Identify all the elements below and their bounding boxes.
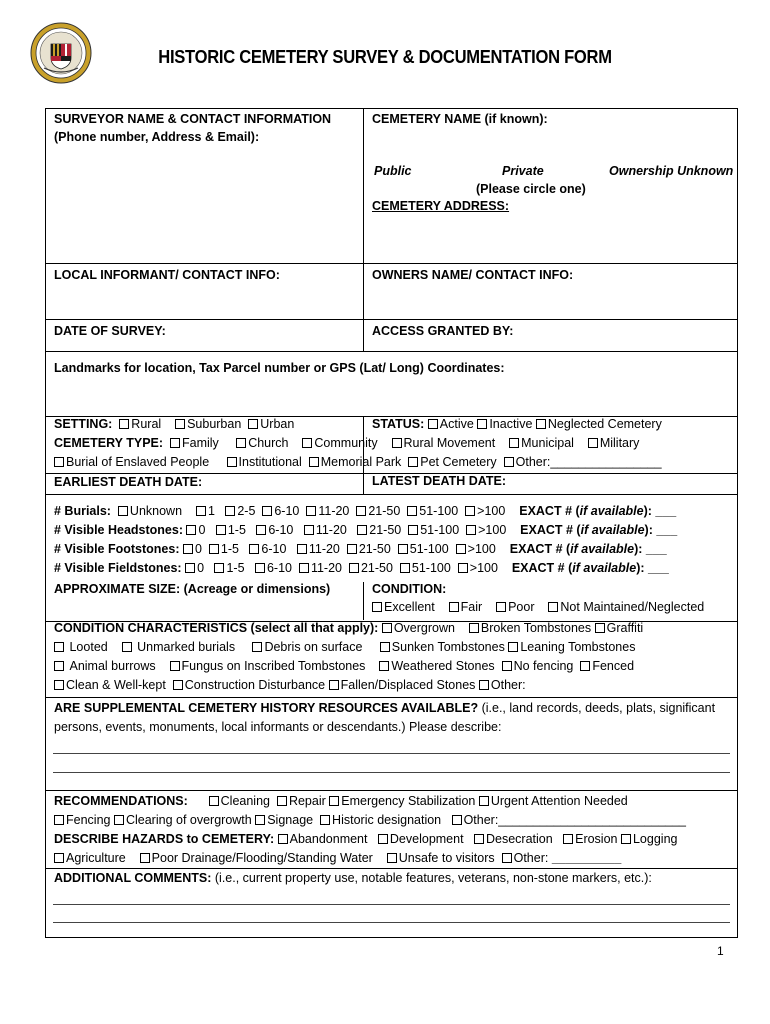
- recommendations-row2: [54, 811, 686, 830]
- exact-label: if available: [570, 542, 635, 556]
- suburban-checkbox[interactable]: [175, 419, 185, 429]
- count-option: 6-10: [274, 504, 300, 518]
- family-checkbox[interactable]: [170, 438, 180, 448]
- count-option: 1-5: [227, 523, 246, 537]
- historic-designation-checkbox[interactable]: [320, 815, 330, 825]
- setting-option: Rural: [131, 417, 162, 431]
- neglected-checkbox[interactable]: [536, 419, 546, 429]
- type-option: Memorial Park: [320, 455, 402, 469]
- burials-checkbox[interactable]: [407, 506, 417, 516]
- setting-option: Suburban: [187, 417, 242, 431]
- count-option: 6-10: [266, 561, 292, 575]
- fieldstones-checkbox[interactable]: [299, 563, 309, 573]
- type-option: Rural Movement: [403, 436, 496, 450]
- approximate-size-label: APPROXIMATE SIZE: (Acreage or dimensions): [54, 582, 331, 596]
- burials-checkbox[interactable]: [356, 506, 366, 516]
- recommendation-option: Historic designation: [332, 813, 442, 827]
- footstones-checkbox[interactable]: [456, 544, 466, 554]
- date-of-survey-label: DATE OF SURVEY:: [54, 324, 166, 338]
- characteristic-option: Overgrown: [393, 621, 455, 635]
- hazards-label: DESCRIBE HAZARDS to CEMETERY:: [54, 832, 275, 846]
- setting-row: [54, 415, 294, 434]
- logging-checkbox[interactable]: [621, 834, 631, 844]
- count-option: 21-50: [360, 561, 393, 575]
- fenced-checkbox[interactable]: [580, 661, 590, 671]
- headstones-checkbox[interactable]: [408, 525, 418, 535]
- fieldstones-checkbox[interactable]: [214, 563, 224, 573]
- memorial-park-checkbox[interactable]: [309, 457, 319, 467]
- burials-checkbox[interactable]: [118, 506, 128, 516]
- count-option: 21-50: [369, 523, 402, 537]
- exact-field[interactable]: ): ___: [644, 523, 678, 537]
- footstones-checkbox[interactable]: [398, 544, 408, 554]
- survey-form: [45, 108, 738, 938]
- hazard-option: Desecration: [485, 832, 553, 846]
- characteristic-option: Graffiti: [606, 621, 644, 635]
- excellent-checkbox[interactable]: [372, 602, 382, 612]
- supplemental-row1: [54, 699, 715, 718]
- cemetery-type-label: CEMETERY TYPE:: [54, 436, 164, 450]
- footstones-checkbox[interactable]: [209, 544, 219, 554]
- condition-row: [372, 598, 704, 617]
- comments-text: (i.e., current property use, notable features, veterans, non-stone markers, etc.):: [211, 871, 652, 885]
- ownership-public[interactable]: Public: [374, 164, 412, 178]
- count-option: 6-10: [261, 542, 287, 556]
- burials-checkbox[interactable]: [306, 506, 316, 516]
- recommendation-option: Urgent Attention Needed: [490, 794, 628, 808]
- broken-tombstones-checkbox[interactable]: [469, 623, 479, 633]
- exact-label: if available: [579, 504, 644, 518]
- cemetery-type-row2: [54, 453, 662, 472]
- desecration-checkbox[interactable]: [474, 834, 484, 844]
- count-option: 0: [197, 561, 205, 575]
- count-option: 51-100: [411, 561, 451, 575]
- count-option: 21-50: [368, 504, 401, 518]
- hazard-option: Logging: [632, 832, 678, 846]
- exact-label: EXACT # (: [509, 542, 571, 556]
- agriculture-checkbox[interactable]: [54, 853, 64, 863]
- headstones-checkbox[interactable]: [304, 525, 314, 535]
- ownership-note: (Please circle one): [476, 182, 586, 196]
- hazards-row1: [54, 830, 677, 849]
- count-option: >100: [478, 523, 507, 537]
- characteristic-option: No fencing: [513, 659, 574, 673]
- not-maintained-checkbox[interactable]: [548, 602, 558, 612]
- status-label: STATUS:: [372, 417, 425, 431]
- cemetery-type-row1: [54, 434, 639, 453]
- footstones-checkbox[interactable]: [249, 544, 259, 554]
- exact-field[interactable]: ): ___: [636, 561, 669, 575]
- characteristic-option: Animal burrows: [69, 659, 156, 673]
- status-option: Inactive: [489, 417, 533, 431]
- pet-cemetery-checkbox[interactable]: [408, 457, 418, 467]
- characteristic-option: Other:: [490, 678, 526, 692]
- surveyor-sublabel: (Phone number, Address & Email):: [54, 130, 260, 144]
- characteristic-option: Fenced: [592, 659, 635, 673]
- construction-checkbox[interactable]: [173, 680, 183, 690]
- recommendation-option: Repair: [288, 794, 326, 808]
- footstones-row: [54, 540, 667, 559]
- ownership-private[interactable]: Private: [502, 164, 544, 178]
- characteristic-option: Clean & Well-kept: [66, 678, 166, 692]
- type-other-checkbox[interactable]: [504, 457, 514, 467]
- exact-field[interactable]: ): ___: [634, 542, 667, 556]
- count-option: 51-100: [420, 523, 460, 537]
- recommendation-option: Signage: [267, 813, 314, 827]
- exact-label: EXACT # (: [511, 561, 573, 575]
- headstones-checkbox[interactable]: [216, 525, 226, 535]
- fieldstones-checkbox[interactable]: [349, 563, 359, 573]
- count-option: Unknown: [129, 504, 183, 518]
- active-checkbox[interactable]: [428, 419, 438, 429]
- institutional-checkbox[interactable]: [227, 457, 237, 467]
- church-checkbox[interactable]: [236, 438, 246, 448]
- count-option: >100: [467, 542, 496, 556]
- no-fencing-checkbox[interactable]: [502, 661, 512, 671]
- characteristic-option: Weathered Stones: [391, 659, 495, 673]
- condition-option: Excellent: [384, 600, 435, 614]
- fungus-checkbox[interactable]: [170, 661, 180, 671]
- weathered-checkbox[interactable]: [379, 661, 389, 671]
- count-option: 11-20: [315, 523, 347, 537]
- fieldstones-checkbox[interactable]: [255, 563, 265, 573]
- condition-option: Poor: [508, 600, 535, 614]
- looted-checkbox[interactable]: [54, 642, 64, 652]
- page-number: 1: [717, 944, 724, 958]
- exact-label: EXACT # (: [519, 504, 580, 518]
- count-option: >100: [477, 504, 506, 518]
- headstones-checkbox[interactable]: [256, 525, 266, 535]
- cemetery-address-label: CEMETERY ADDRESS:: [372, 199, 510, 213]
- fieldstones-row: [54, 559, 669, 578]
- recommendation-option: Emergency Stabilization: [341, 794, 476, 808]
- fieldstones-checkbox[interactable]: [400, 563, 410, 573]
- ownership-unknown[interactable]: Ownership Unknown: [609, 164, 734, 178]
- type-option: Institutional: [238, 455, 302, 469]
- recommendation-option: Fencing: [66, 813, 111, 827]
- leaning-checkbox[interactable]: [508, 642, 518, 652]
- count-option: 0: [194, 542, 202, 556]
- headstones-row: [54, 521, 677, 540]
- fieldstones-label: # Visible Fieldstones:: [54, 561, 182, 575]
- landmarks-label: Landmarks for location, Tax Parcel number or GPS (Lat/ Long) Coordinates:: [54, 361, 505, 375]
- hazards-other-checkbox[interactable]: [502, 853, 512, 863]
- cemetery-name-label: CEMETERY NAME (if known):: [372, 112, 548, 126]
- burials-checkbox[interactable]: [262, 506, 272, 516]
- community-checkbox[interactable]: [302, 438, 312, 448]
- characteristics-other-checkbox[interactable]: [479, 680, 489, 690]
- hazard-option: Erosion: [575, 832, 618, 846]
- fair-checkbox[interactable]: [449, 602, 459, 612]
- urgent-checkbox[interactable]: [479, 796, 489, 806]
- supplemental-label: ARE SUPPLEMENTAL CEMETERY HISTORY RESOURCES AVAILABLE?: [54, 701, 479, 715]
- type-option: Church: [248, 436, 289, 450]
- rural-checkbox[interactable]: [119, 419, 129, 429]
- count-option: 1: [207, 504, 215, 518]
- form-title: HISTORIC CEMETERY SURVEY & DOCUMENTATION FORM: [158, 47, 612, 67]
- characteristics-row3: [54, 657, 634, 676]
- unsafe-checkbox[interactable]: [387, 853, 397, 863]
- type-option: Family: [182, 436, 219, 450]
- characteristics-row2: [54, 638, 635, 657]
- informant-label: LOCAL INFORMANT/ CONTACT INFO:: [54, 268, 280, 282]
- fieldstones-checkbox[interactable]: [185, 563, 195, 573]
- burials-row: [54, 502, 676, 521]
- unmarked-checkbox[interactable]: [122, 642, 132, 652]
- fencing-checkbox[interactable]: [54, 815, 64, 825]
- type-option: Community: [314, 436, 378, 450]
- clean-checkbox[interactable]: [54, 680, 64, 690]
- characteristic-option: Debris on surface: [264, 640, 363, 654]
- count-option: 1-5: [226, 561, 245, 575]
- clearing-checkbox[interactable]: [114, 815, 124, 825]
- characteristics-row1: [54, 619, 643, 638]
- enslaved-checkbox[interactable]: [54, 457, 64, 467]
- footstones-checkbox[interactable]: [347, 544, 357, 554]
- military-checkbox[interactable]: [588, 438, 598, 448]
- count-option: 51-100: [419, 504, 459, 518]
- characteristic-option: Fallen/Displaced Stones: [340, 678, 476, 692]
- cleaning-checkbox[interactable]: [209, 796, 219, 806]
- supplemental-text: (i.e., land records, deeds, plats, significant: [478, 701, 716, 715]
- supplemental-text2: persons, events, monuments, local informants or descendants.) Please describe:: [54, 720, 502, 734]
- type-option: Military: [599, 436, 640, 450]
- condition-option: Not Maintained/Neglected: [560, 600, 705, 614]
- recommendations-other[interactable]: Other:___________________________: [463, 813, 686, 827]
- footstones-checkbox[interactable]: [183, 544, 193, 554]
- count-option: 0: [198, 523, 206, 537]
- access-granted-label: ACCESS GRANTED BY:: [372, 324, 514, 338]
- count-option: >100: [469, 561, 498, 575]
- repair-checkbox[interactable]: [277, 796, 287, 806]
- graffiti-checkbox[interactable]: [595, 623, 605, 633]
- condition-label: CONDITION:: [372, 582, 447, 596]
- burials-checkbox[interactable]: [465, 506, 475, 516]
- status-option: Active: [439, 417, 474, 431]
- recommendations-other-checkbox[interactable]: [452, 815, 462, 825]
- footstones-label: # Visible Footstones:: [54, 542, 180, 556]
- count-option: 6-10: [268, 523, 294, 537]
- characteristic-option: Fungus on Inscribed Tombstones: [181, 659, 366, 673]
- rural-movement-checkbox[interactable]: [392, 438, 402, 448]
- hazard-option: Poor Drainage/Flooding/Standing Water: [151, 851, 373, 865]
- debris-checkbox[interactable]: [252, 642, 262, 652]
- condition-option: Fair: [460, 600, 483, 614]
- recommendation-option: Clearing of overgrowth: [125, 813, 252, 827]
- municipal-checkbox[interactable]: [509, 438, 519, 448]
- recommendation-option: Cleaning: [220, 794, 270, 808]
- exact-label: EXACT # (: [520, 523, 581, 537]
- count-option: 11-20: [318, 504, 350, 518]
- owners-label: OWNERS NAME/ CONTACT INFO:: [372, 268, 574, 282]
- animal-burrows-checkbox[interactable]: [54, 661, 64, 671]
- count-option: 11-20: [310, 561, 342, 575]
- count-option: 11-20: [308, 542, 340, 556]
- comments-row: [54, 869, 652, 888]
- count-option: 51-100: [409, 542, 449, 556]
- development-checkbox[interactable]: [378, 834, 388, 844]
- comments-label: ADDITIONAL COMMENTS:: [54, 871, 212, 885]
- exact-field[interactable]: ): ___: [643, 504, 677, 518]
- stabilization-checkbox[interactable]: [329, 796, 339, 806]
- urban-checkbox[interactable]: [248, 419, 258, 429]
- hazard-option: Development: [389, 832, 464, 846]
- poor-checkbox[interactable]: [496, 602, 506, 612]
- burials-checkbox[interactable]: [196, 506, 206, 516]
- count-option: 2-5: [237, 504, 256, 518]
- surveyor-label: SURVEYOR NAME & CONTACT INFORMATION: [54, 112, 332, 126]
- hazard-option: Agriculture: [66, 851, 126, 865]
- drainage-checkbox[interactable]: [140, 853, 150, 863]
- headstones-checkbox[interactable]: [186, 525, 196, 535]
- characteristics-row4: [54, 676, 526, 695]
- type-option: Pet Cemetery: [420, 455, 497, 469]
- headstones-checkbox[interactable]: [357, 525, 367, 535]
- hazard-option: Abandonment: [289, 832, 368, 846]
- setting-option: Urban: [260, 417, 295, 431]
- characteristic-option: Construction Disturbance: [184, 678, 326, 692]
- headstones-label: # Visible Headstones:: [54, 523, 183, 537]
- overgrown-checkbox[interactable]: [382, 623, 392, 633]
- burials-checkbox[interactable]: [225, 506, 235, 516]
- inactive-checkbox[interactable]: [477, 419, 487, 429]
- comments-line[interactable]: [53, 922, 730, 923]
- characteristic-option: Sunken Tombstones: [391, 640, 505, 654]
- count-option: 21-50: [358, 542, 391, 556]
- hazards-other-field[interactable]: __________: [551, 851, 622, 865]
- signage-checkbox[interactable]: [255, 815, 265, 825]
- type-option: Burial of Enslaved People: [66, 455, 210, 469]
- characteristic-option: Unmarked burials: [137, 640, 236, 654]
- footstones-checkbox[interactable]: [297, 544, 307, 554]
- hazards-row2: [54, 849, 621, 868]
- fieldstones-checkbox[interactable]: [458, 563, 468, 573]
- characteristic-option: Broken Tombstones: [480, 621, 592, 635]
- hazard-option: Unsafe to visitors: [398, 851, 495, 865]
- abandonment-checkbox[interactable]: [278, 834, 288, 844]
- latest-death-label: LATEST DEATH DATE:: [372, 474, 507, 488]
- erosion-checkbox[interactable]: [563, 834, 573, 844]
- supplemental-line[interactable]: [53, 772, 730, 773]
- exact-label: if available: [572, 561, 637, 575]
- characteristic-option: Leaning Tombstones: [520, 640, 636, 654]
- characteristic-option: Looted: [69, 640, 108, 654]
- status-option: Neglected Cemetery: [547, 417, 662, 431]
- supplemental-line[interactable]: [53, 753, 730, 754]
- sunken-checkbox[interactable]: [380, 642, 390, 652]
- earliest-death-label: EARLIEST DEATH DATE:: [54, 475, 203, 489]
- headstones-checkbox[interactable]: [466, 525, 476, 535]
- count-option: 1-5: [220, 542, 239, 556]
- type-other[interactable]: Other:________________: [515, 455, 662, 469]
- exact-label: if available: [580, 523, 645, 537]
- type-option: Municipal: [521, 436, 574, 450]
- recommendations-label: RECOMMENDATIONS:: [54, 794, 188, 808]
- comments-line[interactable]: [53, 904, 730, 905]
- hazards-other-label: Other:: [513, 851, 552, 865]
- fallen-checkbox[interactable]: [329, 680, 339, 690]
- setting-label: SETTING:: [54, 417, 113, 431]
- recommendations-row1: [54, 792, 628, 811]
- burials-label: # Burials:: [54, 504, 111, 518]
- status-row: [372, 415, 662, 434]
- characteristics-label: CONDITION CHARACTERISTICS (select all that apply):: [54, 621, 379, 635]
